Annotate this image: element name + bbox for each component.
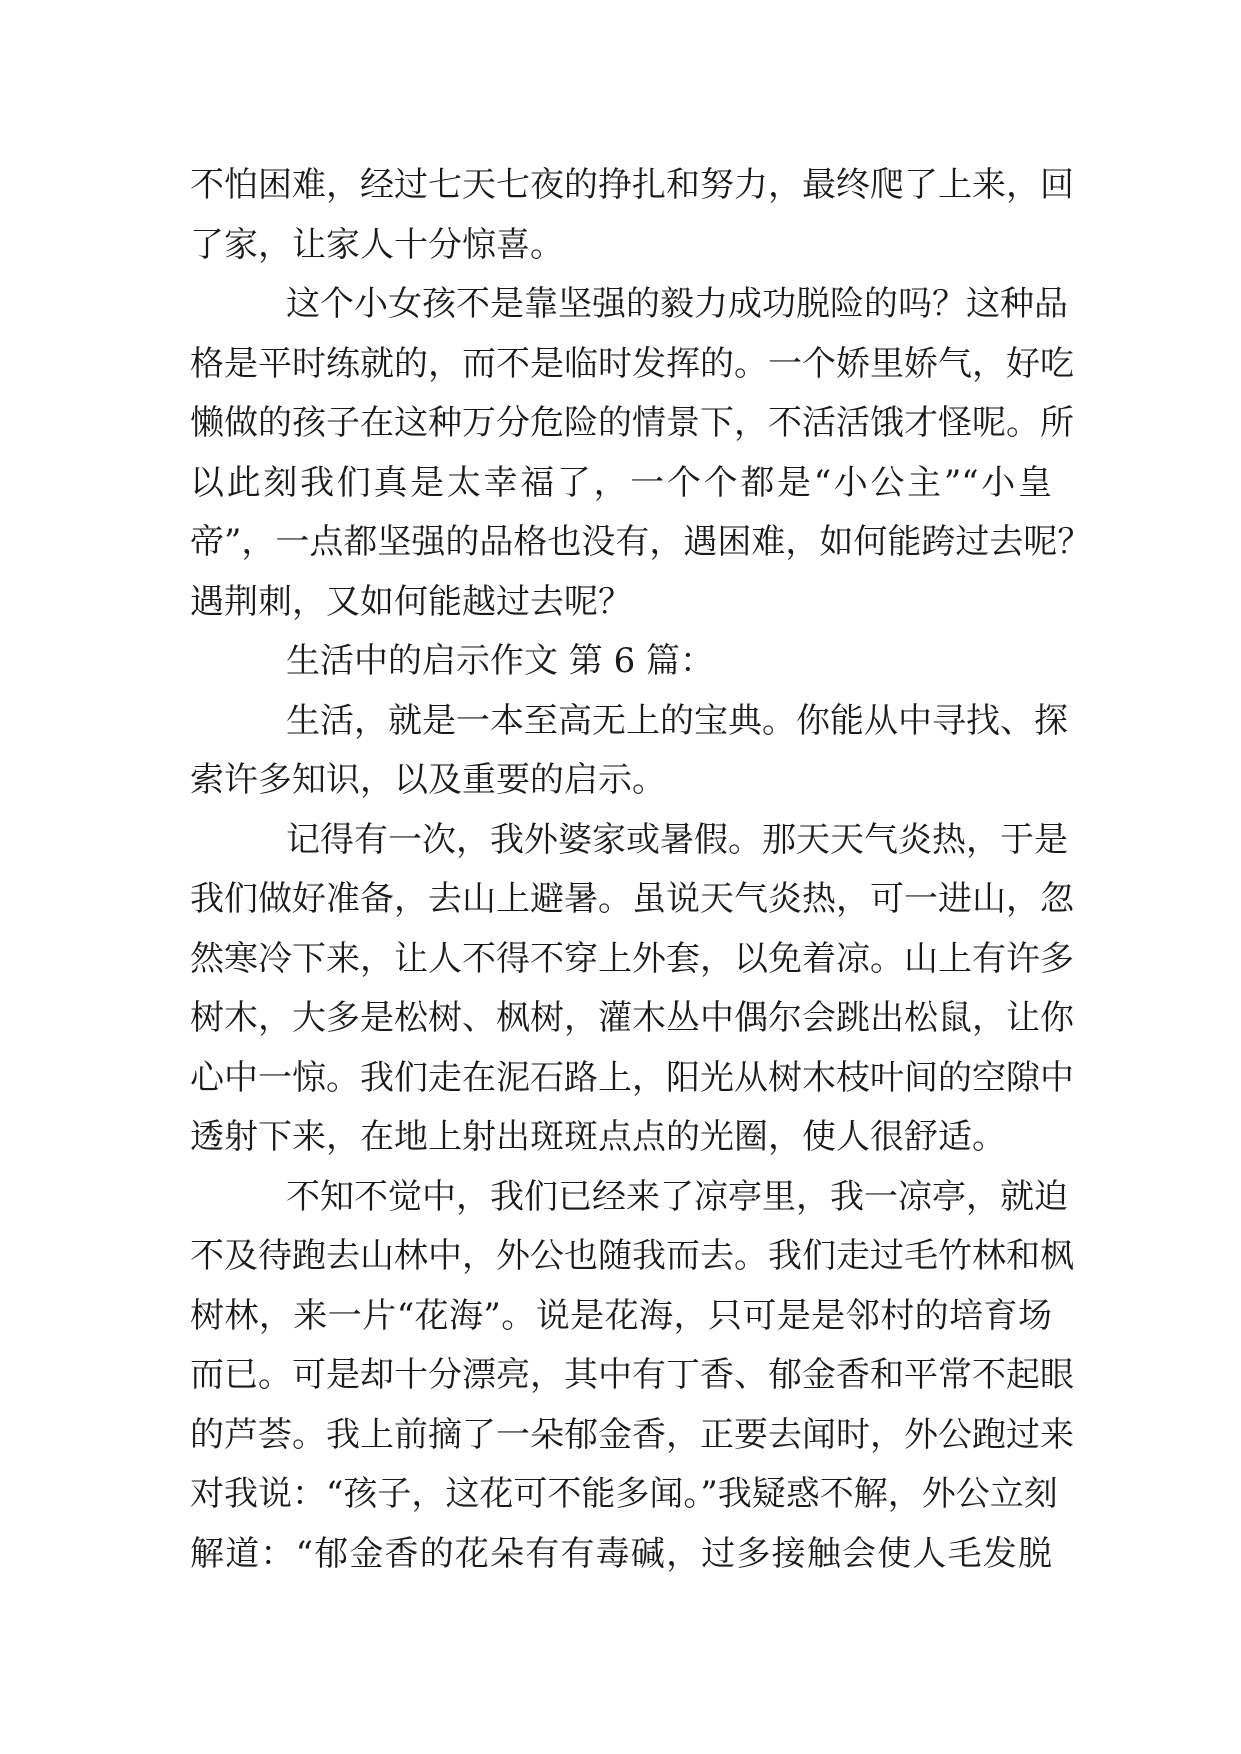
text-line: 我们做好准备，去山上避暑。虽说天气炎热，可一进山，忽 xyxy=(190,879,1074,919)
text-line: 这个小女孩不是靠坚强的毅力成功脱险的吗？这种品 xyxy=(286,284,1068,324)
text-line: 懒做的孩子在这种万分危险的情景下，不活活饿才怪呢。所 xyxy=(190,403,1074,443)
text-line: 不知不觉中，我们已经来了凉亭里，我一凉亭，就迫 xyxy=(286,1176,1068,1217)
text-line: 然寒冷下来，让人不得不穿上外套，以免着凉。山上有许多 xyxy=(190,938,1074,979)
text-line: 生活，就是一本至高无上的宝典。你能从中寻找、探 xyxy=(286,700,1068,741)
text-line: 索许多知识，以及重要的启示。 xyxy=(190,760,666,800)
text-line: 不怕困难，经过七天七夜的挣扎和努力，最终爬了上来，回 xyxy=(190,165,1074,205)
body-text xyxy=(190,156,1092,1584)
text-line: 记得有一次，我外婆家或暑假。那天天气炎热，于是 xyxy=(286,819,1068,860)
text-line: 透射下来，在地上射出斑斑点点的光圈，使人很舒适。 xyxy=(190,1117,1006,1157)
text-line: 帝”，一点都坚强的品格也没有，遇困难，如何能跨过去呢？ xyxy=(190,522,1092,562)
text-line: 生活中的启示作文 第 6 篇： xyxy=(286,641,715,681)
text-line: 格是平时练就的，而不是临时发挥的。一个娇里娇气，好吃 xyxy=(190,343,1074,384)
text-line: 以此刻我们真是太幸福了，一个个都是“小公主”“小皇 xyxy=(190,462,1052,503)
text-line: 对我说：“孩子，这花可不能多闻。”我疑惑不解，外公立刻 xyxy=(190,1474,1058,1514)
text-line: 不及待跑去山林中，外公也随我而去。我们走过毛竹林和枫 xyxy=(190,1236,1074,1276)
text-line: 树木，大多是松树、枫树，灌木丛中偶尔会跳出松鼠，让你 xyxy=(190,998,1074,1038)
text-line: 树林，来一片“花海”。说是花海，只可是是邻村的培育场 xyxy=(190,1295,1052,1336)
text-line: 而已。可是却十分漂亮，其中有丁香、郁金香和平常不起眼 xyxy=(190,1355,1074,1395)
text-line: 遇荆刺，又如何能越过去呢？ xyxy=(190,581,632,622)
text-line: 心中一惊。我们走在泥石路上，阳光从树木枝叶间的空隙中 xyxy=(190,1057,1074,1098)
text-line: 解道：“郁金香的花朵有有毒碱，过多接触会使人毛发脱 xyxy=(190,1533,1052,1574)
text-line: 的芦荟。我上前摘了一朵郁金香，正要去闻时，外公跑过来 xyxy=(190,1414,1074,1455)
text-line: 了家，让家人十分惊喜。 xyxy=(190,224,564,265)
